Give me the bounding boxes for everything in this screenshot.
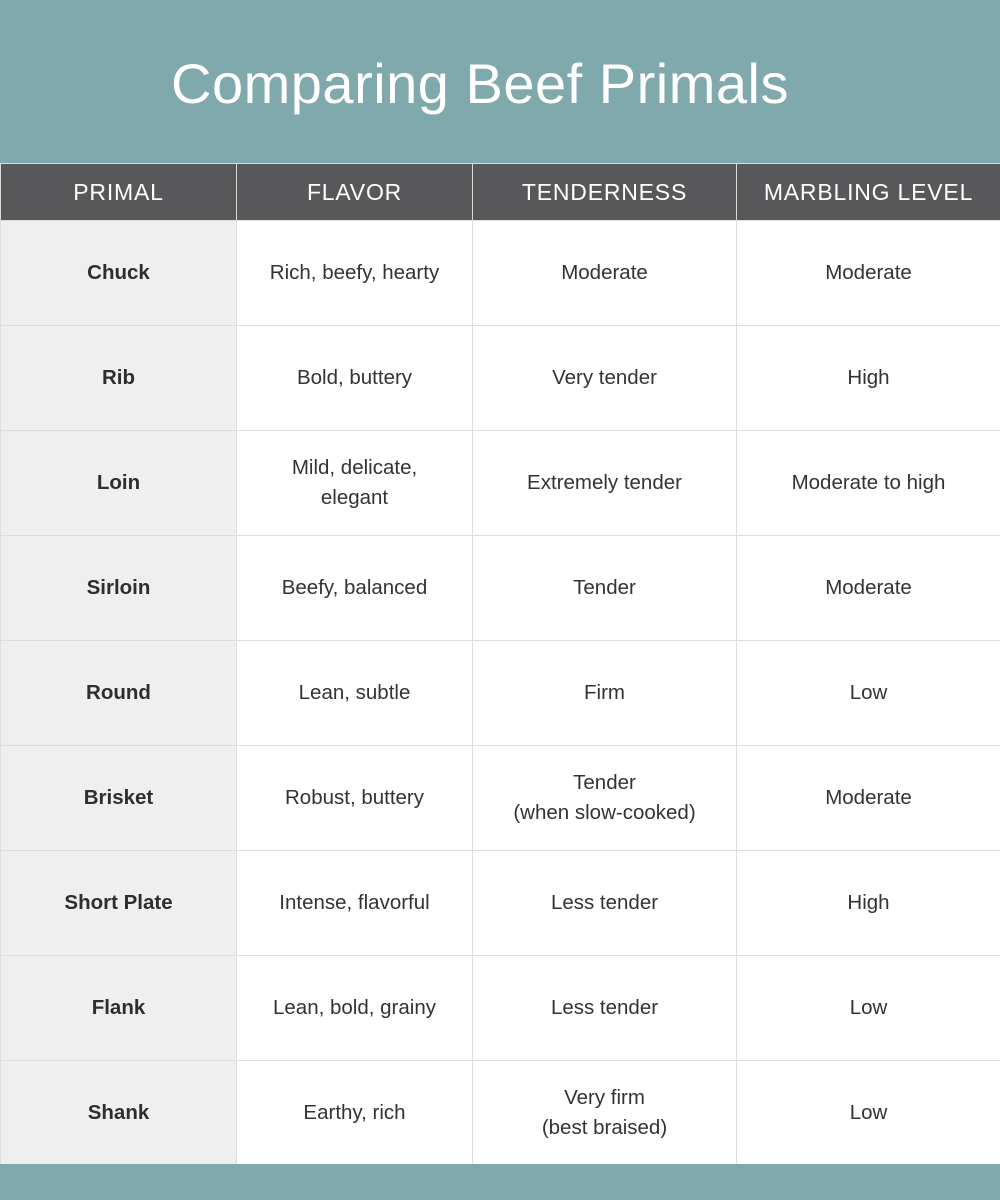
cell-flavor-line: Lean, bold, grainy bbox=[273, 996, 436, 1019]
cell-flavor-line: Intense, flavorful bbox=[279, 891, 430, 914]
title-band bbox=[0, 0, 1000, 163]
cell-flavor-line: Lean, subtle bbox=[298, 681, 411, 704]
table-header-row bbox=[1, 164, 1000, 221]
cell-flavor bbox=[237, 641, 473, 746]
cell-tenderness bbox=[473, 326, 737, 431]
table-row bbox=[1, 1061, 1000, 1166]
cell-tenderness-line: (best braised) bbox=[541, 1116, 668, 1139]
table-row bbox=[1, 746, 1000, 851]
cell-tenderness bbox=[473, 431, 737, 536]
cell-flavor bbox=[237, 431, 473, 536]
table-row bbox=[1, 851, 1000, 956]
cell-flavor-line: Beefy, balanced bbox=[281, 576, 428, 599]
cell-tenderness-line: (when slow-cooked) bbox=[513, 801, 696, 824]
cell-flavor bbox=[237, 851, 473, 956]
table-body bbox=[1, 221, 1000, 1166]
cell-tenderness-line: Less tender bbox=[550, 891, 659, 914]
cell-marbling: Low bbox=[737, 1061, 1000, 1166]
cell-tenderness-line: Tender bbox=[573, 576, 636, 599]
cell-tenderness-line: Firm bbox=[584, 681, 625, 704]
cell-primal: Loin bbox=[1, 431, 237, 536]
cell-tenderness bbox=[473, 1061, 737, 1166]
cell-primal: Brisket bbox=[1, 746, 237, 851]
table-row bbox=[1, 431, 1000, 536]
cell-tenderness bbox=[473, 221, 737, 326]
cell-tenderness-line: Moderate bbox=[561, 261, 648, 284]
column-header-marbling: MARBLING LEVEL bbox=[737, 164, 1000, 221]
cell-primal: Flank bbox=[1, 956, 237, 1061]
table-row bbox=[1, 221, 1000, 326]
cell-primal: Sirloin bbox=[1, 536, 237, 641]
cell-flavor bbox=[237, 326, 473, 431]
comparison-table-container bbox=[0, 163, 1000, 1164]
cell-marbling: Moderate bbox=[737, 221, 1000, 326]
cell-primal: Round bbox=[1, 641, 237, 746]
cell-flavor-line: elegant bbox=[320, 486, 389, 509]
column-header-primal: PRIMAL bbox=[1, 164, 237, 221]
cell-flavor-line: Bold, buttery bbox=[296, 366, 413, 389]
cell-flavor bbox=[237, 956, 473, 1061]
cell-marbling: Moderate to high bbox=[737, 431, 1000, 536]
table-row bbox=[1, 956, 1000, 1061]
table-row bbox=[1, 536, 1000, 641]
table-row bbox=[1, 326, 1000, 431]
cell-marbling: Moderate bbox=[737, 746, 1000, 851]
cell-tenderness bbox=[473, 956, 737, 1061]
cell-marbling: High bbox=[737, 851, 1000, 956]
cell-marbling: Moderate bbox=[737, 536, 1000, 641]
bottom-band bbox=[0, 1164, 1000, 1200]
cell-flavor-line: Robust, buttery bbox=[284, 786, 424, 809]
beef-primals-table bbox=[0, 163, 1000, 1166]
cell-tenderness bbox=[473, 746, 737, 851]
cell-marbling: High bbox=[737, 326, 1000, 431]
cell-tenderness-line: Extremely tender bbox=[527, 471, 682, 494]
cell-tenderness-line: Tender bbox=[573, 771, 636, 794]
page-title: Comparing Beef Primals bbox=[171, 52, 789, 115]
cell-marbling: Low bbox=[737, 641, 1000, 746]
cell-marbling: Low bbox=[737, 956, 1000, 1061]
cell-tenderness bbox=[473, 536, 737, 641]
cell-tenderness bbox=[473, 641, 737, 746]
table-row bbox=[1, 641, 1000, 746]
cell-primal: Chuck bbox=[1, 221, 237, 326]
cell-flavor bbox=[237, 1061, 473, 1166]
cell-flavor-line: Earthy, rich bbox=[303, 1101, 406, 1124]
cell-primal: Rib bbox=[1, 326, 237, 431]
cell-flavor-line: Rich, beefy, hearty bbox=[269, 261, 440, 284]
cell-tenderness-line: Less tender bbox=[550, 996, 659, 1019]
cell-tenderness-line: Very firm bbox=[564, 1086, 645, 1109]
cell-flavor-line: Mild, delicate, bbox=[291, 456, 418, 479]
column-header-tenderness: TENDERNESS bbox=[473, 164, 737, 221]
cell-primal: Short Plate bbox=[1, 851, 237, 956]
cell-tenderness bbox=[473, 851, 737, 956]
cell-flavor bbox=[237, 746, 473, 851]
cell-primal: Shank bbox=[1, 1061, 237, 1166]
cell-flavor bbox=[237, 536, 473, 641]
cell-flavor bbox=[237, 221, 473, 326]
column-header-flavor: FLAVOR bbox=[237, 164, 473, 221]
cell-tenderness-line: Very tender bbox=[552, 366, 657, 389]
